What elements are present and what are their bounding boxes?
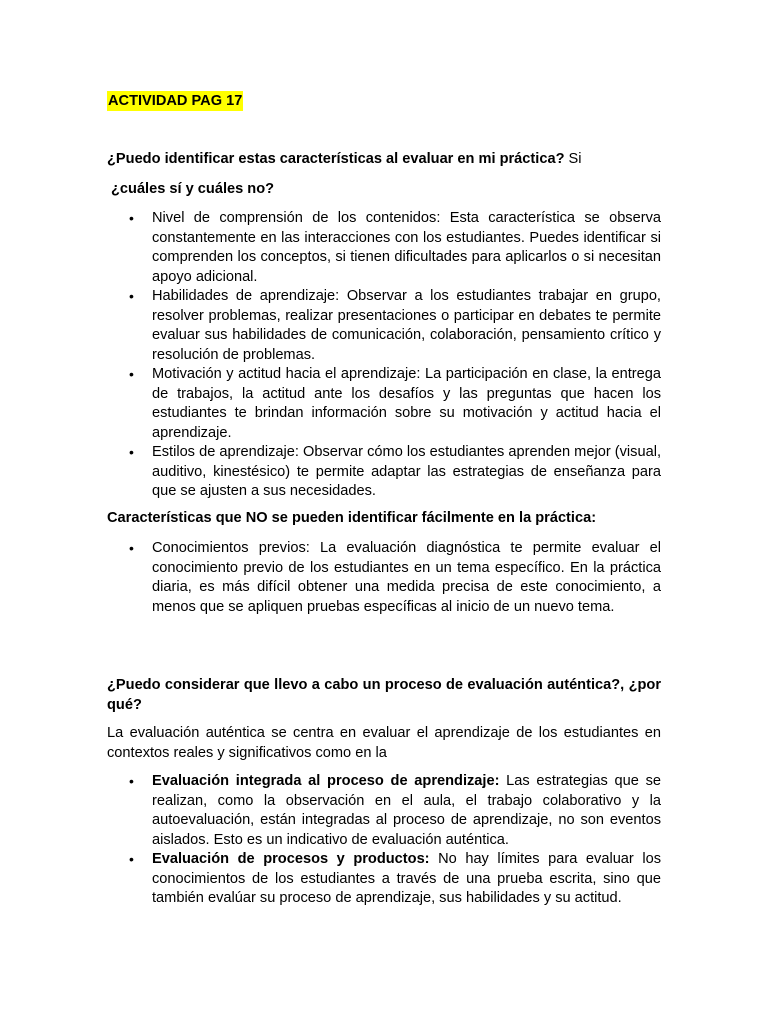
bullet-icon: • — [129, 851, 134, 867]
question-1-text: ¿Puedo identificar estas características al evaluar en mi práctica? — [107, 151, 565, 167]
not-identifiable-heading: Características que NO se pueden identificar fácilmente en la práctica: — [107, 510, 597, 526]
list-item-text: No hay límites para evaluar los conocimientos de los estudiantes a través de una prueba escrita, sino que también evalúar su proceso de aprendizaje, sus habilidades y su actitud. — [152, 851, 661, 906]
list-item — [129, 287, 661, 365]
bullet-icon: • — [129, 444, 134, 460]
bullet-icon: • — [129, 210, 134, 226]
authentic-paragraph: La evaluación auténtica se centra en evaluar el aprendizaje de los estudiantes en contextos reales y significativos como en la — [107, 725, 661, 761]
list-item-text: Motivación y actitud hacia el aprendizaje: La participación en clase, la entrega de trabajos, la actitud ante los desafíos y las preguntas que hacen los estudiantes te brindan información sobre su motivación y actitud hacia el aprendizaje. — [152, 366, 661, 441]
list-item-text: Nivel de comprensión de los contenidos: Esta característica se observa constantemente en las interacciones con los estudiantes. Puedes identificar si comprenden los conceptos, si tienen dificultades para aplicarlos o si necesitan apoyo adicional. — [152, 210, 661, 285]
identifiable-list — [129, 209, 661, 502]
list-item — [129, 772, 661, 850]
not-identifiable-list — [129, 539, 661, 617]
authentic-list — [129, 772, 661, 909]
list-item — [129, 539, 661, 617]
question-2: ¿Puedo considerar que llevo a cabo un proceso de evaluación auténtica?, ¿por qué? — [107, 677, 661, 713]
bullet-icon: • — [129, 540, 134, 556]
list-item-lead: Evaluación de procesos y productos: — [152, 851, 430, 867]
question-1-answer: Si — [564, 151, 582, 167]
list-item — [129, 443, 661, 502]
list-item-text: Las estrategias que se realizan, como la observación en el aula, el trabajo colaborativo y la autoevaluación, están integradas al proceso de aprendizaje, no son eventos aislados. Esto es un indicativo de evaluación auténtica. — [152, 773, 661, 848]
question-1 — [107, 150, 667, 170]
list-item-text: Estilos de aprendizaje: Observar cómo los estudiantes aprenden mejor (visual, auditivo, kinestésico) te permite adaptar las estrategias de enseñanza para que se ajusten a sus necesidades. — [152, 444, 661, 499]
bullet-icon: • — [129, 288, 134, 304]
list-item-lead: Evaluación integrada al proceso de aprendizaje: — [152, 773, 500, 789]
activity-title: ACTIVIDAD PAG 17 — [108, 93, 243, 109]
bullet-icon: • — [129, 773, 134, 789]
list-item-text: Conocimientos previos: La evaluación diagnóstica te permite evaluar el conocimiento previo de los estudiantes en un tema específico. En la práctica diaria, es más difícil obtener una medida precisa de este conocimiento, a menos que se apliquen pruebas específicas al inicio de un nuevo tema. — [152, 540, 661, 615]
bullet-icon: • — [129, 366, 134, 382]
list-item — [129, 850, 661, 909]
list-item-text: Habilidades de aprendizaje: Observar a los estudiantes trabajar en grupo, resolver problemas, realizar presentaciones o participar en debates te permite evaluar sus habilidades de comunicación, colaboración, pensamiento crítico y resolución de problemas. — [152, 288, 661, 363]
question-1-subquestion: ¿cuáles sí y cuáles no? — [111, 181, 275, 197]
list-item — [129, 209, 661, 287]
list-item — [129, 365, 661, 443]
